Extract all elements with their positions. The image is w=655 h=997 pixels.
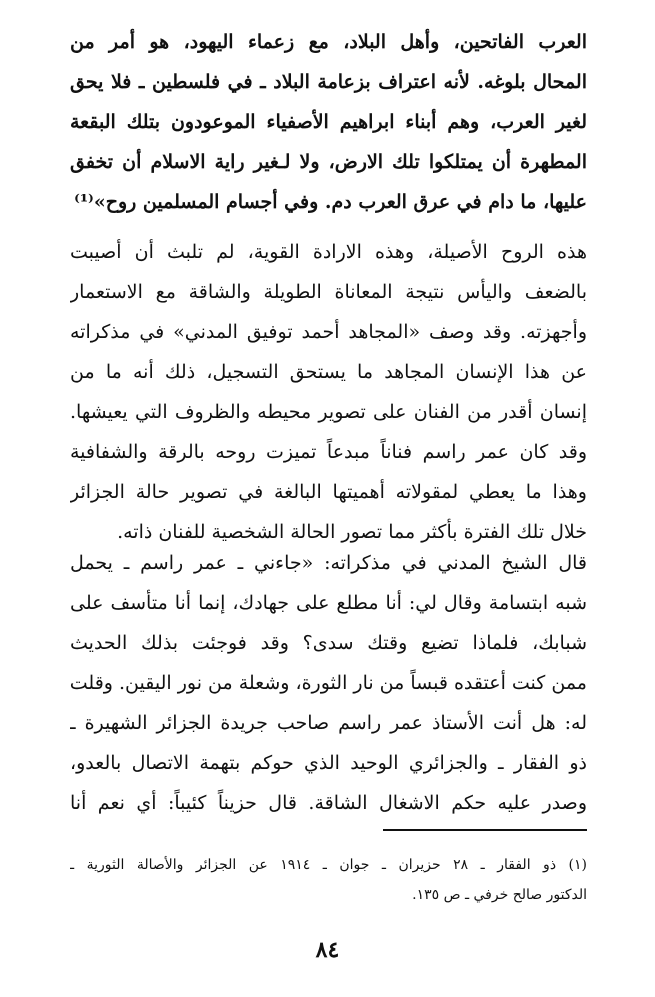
text-line: شبه ابتسامة وقال لي: أنا مطلع على جهادك، إنما أنا متأسف على — [70, 592, 587, 614]
text-line: خلال تلك الفترة بأكثر مما تصور الحالة الشخصية للفنان ذاته. — [117, 521, 587, 543]
text-line: له: هل أنت الأستاذ عمر راسم صاحب جريدة الجزائر الشهيرة ـ — [70, 712, 587, 734]
text-line: المطهرة أن يمتلكوا تلك الارض، ولا لـغير راية الاسلام أن تخفق — [70, 151, 587, 173]
text-line: هذه الروح الأصيلة، وهذه الارادة القوية، لم تلبث أن أصيبت — [70, 241, 587, 263]
footnote — [70, 850, 587, 910]
text-line: ممن كنت أعتقده قبساً من نار الثورة، وشعلة من نور اليقين. وقلت — [70, 672, 587, 694]
text-line: وصدر عليه حكم الاشغال الشاقة. قال حزيناً كئيباً: أي نعم أنا — [70, 792, 587, 814]
text-line: عن هذا الإنسان المجاهد ما يستحق التسجيل، ذلك أنه ما من — [70, 361, 587, 383]
text-line: شبابك، فلماذا تضيع وقتك سدى؟ وقد فوجئت بذلك الحديث — [70, 632, 587, 654]
text-line: قال الشيخ المدني في مذكراته: «جاءني ـ عمر راسم ـ يحمل — [70, 552, 587, 574]
text-line: وأجهزته. وقد وصف «المجاهد أحمد توفيق المدني» في مذكراته — [70, 321, 587, 343]
text-line: وقد كان عمر راسم فناناً مبدعاً تميزت روحه بالرقة والشفافية — [70, 441, 587, 463]
page-number: ٨٤ — [315, 937, 340, 963]
paragraph-quote-ending — [70, 22, 587, 222]
text-line: وهذا ما يعطي لمقولاته أهميتها البالغة في تصوير حالة الجزائر — [70, 481, 587, 503]
text-line: إنسان أقدر من الفنان على تصوير محيطه والظروف التي يعيشها. — [70, 401, 587, 423]
text-line: بالضعف واليأس نتيجة المعاناة الطويلة والشاقة مع الاستعمار — [70, 281, 587, 303]
paragraph-body — [70, 232, 587, 552]
text-line: العرب الفاتحين، وأهل البلاد، مع زعماء اليهود، هو أمر من — [70, 31, 587, 53]
footnote-divider — [383, 829, 587, 831]
text-line: المحال بلوغه. لأنه اعتراف بزعامة البلاد ـ في فلسطين ـ فلا يحق — [70, 71, 587, 93]
paragraph-quote — [70, 543, 587, 823]
footnote-line: (١) ذو الفقار ـ ٢٨ حزيران ـ جوان ـ ١٩١٤ عن الجزائر والأصالة الثورية ـ — [70, 857, 587, 873]
text-line: لغير العرب، وهم أبناء ابراهيم الأصفياء الموعودون بتلك البقعة — [70, 111, 587, 133]
text-line: عليها، ما دام في عرق العرب دم. وفي أجسام المسلمين روح»⁽¹⁾ — [74, 191, 587, 213]
text-line: ذو الفقار ـ والجزائري الوحيد الذي حوكم بتهمة الاتصال بالعدو، — [70, 752, 587, 774]
footnote-line: الدكتور صالح خرفي ـ ص ١٣٥. — [412, 887, 587, 903]
